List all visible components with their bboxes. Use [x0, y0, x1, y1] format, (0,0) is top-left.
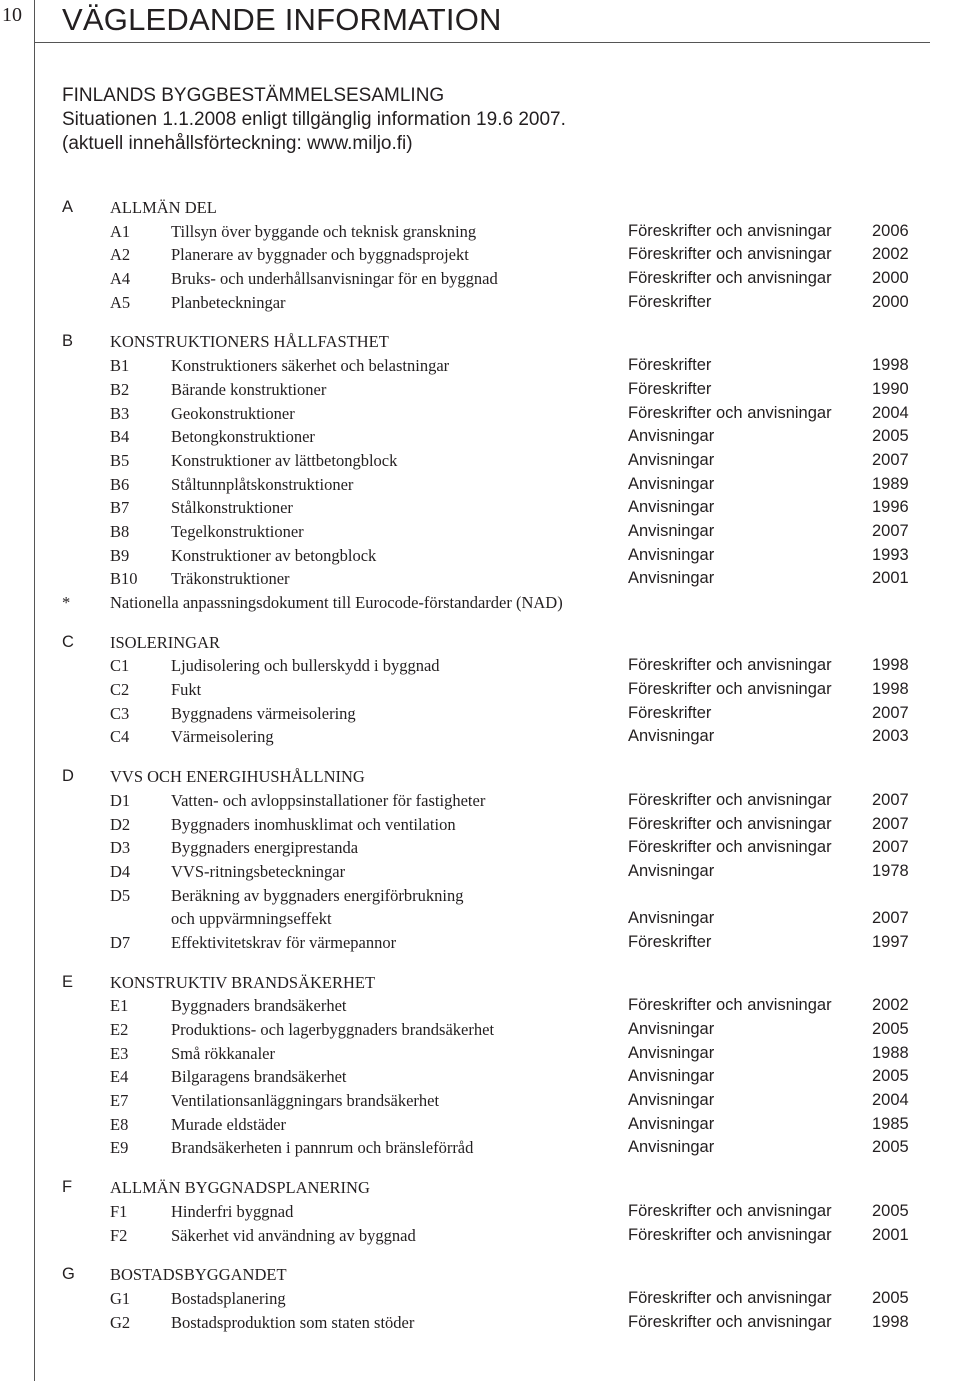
item-title: Effektivitetskrav för värmepannor	[171, 932, 397, 952]
item-code: A1	[110, 221, 131, 241]
section-title: ALLMÄN DEL	[110, 198, 217, 217]
item-title: Vatten- och avloppsinstallationer för fastigheter	[171, 790, 486, 810]
list-item	[0, 267, 960, 291]
list-item	[0, 1065, 960, 1089]
footnote-mark: *	[62, 593, 71, 612]
item-title: Säkerhet vid användning av byggnad	[171, 1225, 416, 1245]
item-type: Anvisningar	[628, 1043, 715, 1062]
section-d	[0, 765, 960, 955]
item-code: B7	[110, 498, 130, 518]
section-f	[0, 1176, 960, 1247]
item-code: F2	[110, 1225, 128, 1245]
item-title: Geokonstruktioner	[171, 403, 295, 423]
item-code: B4	[110, 427, 130, 447]
collection-name: FINLANDS BYGGBESTÄMMELSESAMLING	[62, 85, 445, 106]
item-title: Byggnadens värmeisolering	[171, 703, 356, 723]
section-title: BOSTADSBYGGANDET	[110, 1265, 287, 1285]
section-heading	[0, 1176, 960, 1200]
item-type: Föreskrifter och anvisningar	[628, 269, 832, 288]
item-year: 2005	[872, 427, 909, 446]
item-title: Murade eldstäder	[171, 1114, 286, 1134]
item-type: Anvisningar	[628, 498, 715, 517]
list-item	[0, 789, 960, 813]
list-item	[0, 291, 960, 315]
item-year: 2005	[872, 1288, 909, 1307]
item-type: Föreskrifter och anvisningar	[628, 656, 832, 675]
item-year: 1997	[872, 932, 909, 951]
item-year: 2005	[872, 1067, 909, 1086]
section-letter: G	[62, 1265, 75, 1284]
item-type: Föreskrifter	[628, 292, 712, 311]
item-year: 2001	[872, 1225, 909, 1244]
item-type: Anvisningar	[628, 427, 715, 446]
item-year: 2007	[872, 814, 909, 833]
item-type: Anvisningar	[628, 727, 715, 746]
item-year: 2004	[872, 1091, 909, 1110]
item-code: E1	[110, 996, 129, 1016]
item-title: Bostadsproduktion som staten stöder	[171, 1312, 415, 1332]
item-title: Produktions- och lagerbyggnaders brandsäkerhet	[171, 1020, 495, 1039]
item-type: Anvisningar	[628, 569, 715, 588]
item-code: D7	[110, 932, 131, 952]
item-type: Föreskrifter och anvisningar	[628, 1288, 832, 1307]
item-code: E2	[110, 1020, 129, 1039]
section-heading	[0, 631, 960, 655]
item-year: 2001	[872, 569, 909, 588]
section-title: VVS OCH ENERGIHUSHÅLLNING	[110, 767, 365, 787]
item-type: Anvisningar	[628, 474, 715, 493]
item-year: 2007	[872, 450, 909, 469]
list-item	[0, 544, 960, 568]
item-code: E7	[110, 1091, 129, 1111]
item-title: Bruks- och underhållsanvisningar för en byggnad	[171, 269, 498, 289]
item-year: 1998	[872, 680, 909, 699]
section-letter: A	[62, 198, 74, 216]
list-item	[0, 378, 960, 402]
item-title: Konstruktioners säkerhet och belastningar	[171, 356, 450, 376]
item-year: 2005	[872, 1020, 909, 1038]
item-type: Anvisningar	[628, 521, 715, 540]
item-title: VVS-ritningsbeteckningar	[171, 861, 346, 881]
item-year: 1978	[872, 861, 909, 880]
item-type: Föreskrifter	[628, 703, 712, 722]
item-year: 1990	[872, 379, 909, 398]
item-title: Ventilationsanläggningars brandsäkerhet	[171, 1091, 440, 1111]
item-code: E9	[110, 1138, 129, 1158]
item-code: B9	[110, 545, 130, 565]
item-type: Anvisningar	[628, 545, 715, 564]
list-item	[0, 1042, 960, 1066]
item-type: Föreskrifter och anvisningar	[628, 1312, 832, 1331]
item-type: Föreskrifter och anvisningar	[628, 790, 832, 809]
item-year: 1998	[872, 356, 909, 375]
item-type: Föreskrifter och anvisningar	[628, 245, 832, 264]
item-title: Betongkonstruktioner	[171, 427, 315, 447]
section-g	[0, 1263, 960, 1334]
item-code: B2	[110, 379, 130, 399]
item-title: Stålkonstruktioner	[171, 498, 293, 518]
section-heading	[0, 196, 960, 220]
section-letter: E	[62, 972, 74, 991]
list-item	[0, 520, 960, 544]
item-code: C4	[110, 727, 130, 747]
item-type: Anvisningar	[628, 1114, 715, 1133]
item-code: D2	[110, 814, 131, 834]
item-code: D5	[110, 885, 131, 905]
section-letter: D	[62, 767, 74, 786]
item-year: 2007	[872, 703, 909, 722]
item-title: Små rökkanaler	[171, 1043, 276, 1063]
item-code: C1	[110, 656, 130, 676]
section-e	[0, 971, 960, 1161]
item-type: Anvisningar	[628, 1020, 715, 1038]
item-code: B5	[110, 450, 130, 470]
item-code: G2	[110, 1312, 131, 1332]
list-item	[0, 654, 960, 678]
item-year: 2007	[872, 838, 909, 857]
item-type: Föreskrifter och anvisningar	[628, 403, 832, 422]
item-title: Bilgaragens brandsäkerhet	[171, 1067, 347, 1087]
item-year: 2002	[872, 996, 909, 1015]
list-item	[0, 1311, 960, 1335]
section-title: ISOLERINGAR	[110, 632, 220, 652]
document-header	[62, 84, 566, 156]
list-item	[0, 725, 960, 749]
item-title: Träkonstruktioner	[171, 569, 290, 589]
item-year: 2006	[872, 221, 909, 240]
item-title: Hinderfri byggnad	[171, 1201, 294, 1221]
section-heading	[0, 765, 960, 789]
list-item	[0, 813, 960, 837]
item-title: Planbeteckningar	[171, 292, 286, 312]
item-year: 2003	[872, 727, 909, 746]
item-year: 2000	[872, 292, 909, 311]
item-type: Anvisningar	[628, 861, 715, 880]
section-a	[0, 196, 960, 314]
title-divider	[34, 42, 930, 43]
list-item	[0, 907, 960, 931]
list-item	[0, 1089, 960, 1113]
item-code: B8	[110, 521, 130, 541]
item-code: A4	[110, 269, 131, 289]
item-title: Konstruktioner av betongblock	[171, 545, 377, 565]
section-footnote	[0, 591, 960, 615]
item-code: C2	[110, 680, 130, 700]
item-type: Föreskrifter och anvisningar	[628, 221, 832, 240]
page-title: VÄGLEDANDE INFORMATION	[62, 2, 502, 37]
item-year: 1998	[872, 656, 909, 675]
list-item	[0, 567, 960, 591]
item-title: Fukt	[171, 680, 202, 700]
item-code: B3	[110, 403, 130, 423]
section-letter: F	[62, 1178, 73, 1197]
list-item	[0, 931, 960, 955]
item-type: Anvisningar	[628, 1091, 715, 1110]
item-title: Bostadsplanering	[171, 1288, 286, 1308]
item-type: Föreskrifter och anvisningar	[628, 1225, 832, 1244]
list-item	[0, 354, 960, 378]
list-item	[0, 473, 960, 497]
item-type: Föreskrifter	[628, 932, 712, 951]
item-code: E4	[110, 1067, 129, 1087]
section-heading	[0, 971, 960, 995]
item-year: 1996	[872, 498, 909, 517]
item-year: 1998	[872, 1312, 909, 1331]
section-heading	[0, 1263, 960, 1287]
list-item	[0, 220, 960, 244]
item-code: G1	[110, 1288, 131, 1308]
item-type: Föreskrifter	[628, 379, 712, 398]
item-year: 2007	[872, 909, 909, 928]
item-code: F1	[110, 1201, 128, 1221]
list-item	[0, 994, 960, 1018]
list-item	[0, 1287, 960, 1311]
item-title: Byggnaders brandsäkerhet	[171, 996, 347, 1016]
list-item	[0, 884, 960, 908]
list-item	[0, 1200, 960, 1224]
list-item	[0, 496, 960, 520]
situation-line: Situationen 1.1.2008 enligt tillgänglig information 19.6 2007.	[62, 109, 566, 130]
list-item	[0, 1018, 960, 1042]
list-item	[0, 425, 960, 449]
item-type: Föreskrifter och anvisningar	[628, 996, 832, 1015]
item-title: Värmeisolering	[171, 727, 274, 747]
item-title: Byggnaders energiprestanda	[171, 838, 359, 858]
list-item	[0, 243, 960, 267]
item-type: Anvisningar	[628, 1067, 715, 1086]
item-year: 2007	[872, 790, 909, 809]
item-code: A5	[110, 292, 131, 312]
section-heading	[0, 330, 960, 354]
item-year: 1989	[872, 474, 909, 493]
item-title: Beräkning av byggnaders energiförbrukning	[171, 885, 464, 905]
item-type: Anvisningar	[628, 1138, 715, 1157]
table-of-contents	[0, 196, 960, 1350]
section-title: KONSTRUKTIONERS HÅLLFASTHET	[110, 332, 389, 352]
item-type: Föreskrifter och anvisningar	[628, 680, 832, 699]
item-title: Konstruktioner av lättbetongblock	[171, 450, 398, 470]
item-title: Ståltunnplåtskonstruktioner	[171, 474, 354, 494]
list-item	[0, 1224, 960, 1248]
item-code: C3	[110, 703, 130, 723]
item-code: D3	[110, 838, 131, 858]
item-year: 2005	[872, 1201, 909, 1220]
list-item	[0, 402, 960, 426]
item-year: 1993	[872, 545, 909, 564]
item-year: 2007	[872, 521, 909, 540]
section-b	[0, 330, 960, 614]
item-year: 2004	[872, 403, 909, 422]
item-type: Föreskrifter och anvisningar	[628, 1201, 832, 1220]
item-title: Bärande konstruktioner	[171, 379, 327, 399]
item-type: Föreskrifter	[628, 356, 712, 375]
item-title: Brandsäkerheten i pannrum och bränsleförråd	[171, 1138, 474, 1158]
item-title: Tillsyn över byggande och teknisk granskning	[171, 221, 477, 241]
item-code: D4	[110, 861, 131, 881]
list-item	[0, 1136, 960, 1160]
section-letter: C	[62, 632, 74, 651]
item-year: 1985	[872, 1114, 909, 1133]
footnote-text: Nationella anpassningsdokument till Eurocode-förstandarder (NAD)	[110, 593, 563, 612]
list-item	[0, 836, 960, 860]
list-item	[0, 449, 960, 473]
item-code: A2	[110, 245, 131, 265]
item-title: Byggnaders inomhusklimat och ventilation	[171, 814, 456, 834]
item-type: Föreskrifter och anvisningar	[628, 838, 832, 857]
section-letter: B	[62, 332, 74, 351]
index-note: (aktuell innehållsförteckning: www.miljo.fi)	[62, 133, 413, 154]
section-title: ALLMÄN BYGGNADSPLANERING	[110, 1178, 370, 1198]
item-code: D1	[110, 790, 131, 810]
item-year: 2005	[872, 1138, 909, 1157]
item-code: E3	[110, 1043, 129, 1063]
item-title: och uppvärmningseffekt	[171, 909, 332, 929]
item-type: Anvisningar	[628, 450, 715, 469]
item-year: 1988	[872, 1043, 909, 1062]
item-code: B1	[110, 356, 130, 376]
item-title: Ljudisolering och bullerskydd i byggnad	[171, 656, 440, 676]
item-title: Tegelkonstruktioner	[171, 521, 304, 541]
list-item	[0, 1113, 960, 1137]
list-item	[0, 860, 960, 884]
item-code: B6	[110, 474, 130, 494]
item-title: Planerare av byggnader och byggnadsprojekt	[171, 245, 469, 265]
page-number: 10	[2, 4, 22, 26]
list-item	[0, 678, 960, 702]
item-code: B10	[110, 569, 138, 589]
section-c	[0, 631, 960, 749]
list-item	[0, 702, 960, 726]
section-title: KONSTRUKTIV BRANDSÄKERHET	[110, 972, 376, 992]
item-year: 2002	[872, 245, 909, 264]
item-year: 2000	[872, 269, 909, 288]
item-code: E8	[110, 1114, 129, 1134]
item-type: Anvisningar	[628, 909, 715, 928]
item-type: Föreskrifter och anvisningar	[628, 814, 832, 833]
